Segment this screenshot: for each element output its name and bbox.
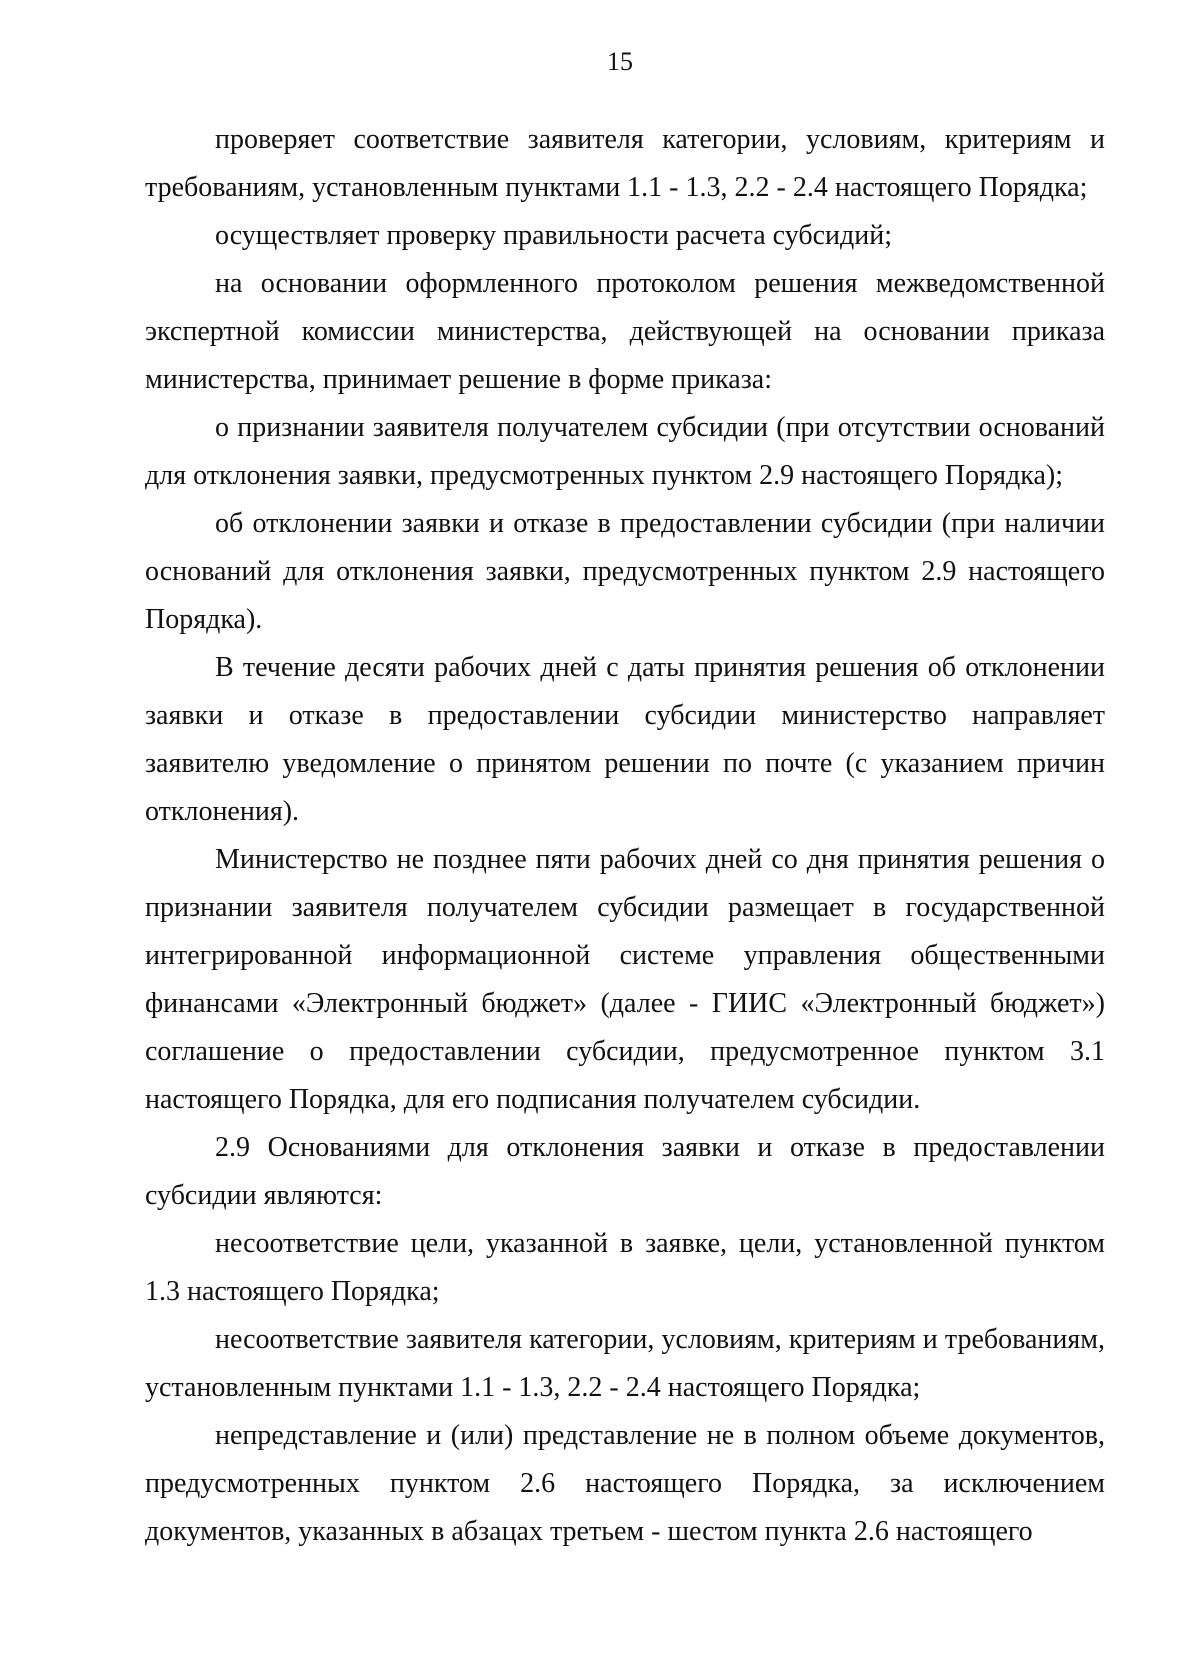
paragraph: проверяет соответствие заявителя категории, условиям, критериям и требованиям, установленным пунктами 1.1 - 1.3, 2.2 - 2.4 настоящего Порядка; <box>145 124 1105 203</box>
paragraph: об отклонении заявки и отказе в предоставлении субсидии (при наличии оснований для отклонения заявки, предусмотренных пунктом 2.9 настоящего Порядка). <box>145 508 1105 635</box>
paragraph: 2.9 Основаниями для отклонения заявки и отказе в предоставлении субсидии являются: <box>145 1132 1105 1211</box>
paragraph: о признании заявителя получателем субсидии (при отсутствии оснований для отклонения заявки, предусмотренных пунктом 2.9 настоящего Порядка); <box>145 412 1105 491</box>
paragraph: В течение десяти рабочих дней с даты принятия решения об отклонении заявки и отказе в предоставлении субсидии министерство направляет заявителю уведомление о принятом решении по почте (с указанием причин отклонения). <box>145 652 1105 827</box>
paragraph: осуществляет проверку правильности расчета субсидий; <box>215 220 892 251</box>
page-number: 15 <box>607 47 633 76</box>
paragraph: несоответствие заявителя категории, условиям, критериям и требованиям, установленным пунктами 1.1 - 1.3, 2.2 - 2.4 настоящего Порядка; <box>145 1324 1105 1403</box>
paragraph: на основании оформленного протоколом решения межведомственной экспертной комиссии министерства, действующей на основании приказа министерства, принимает решение в форме приказа: <box>145 268 1105 395</box>
document-body <box>145 116 1105 1556</box>
paragraph: несоответствие цели, указанной в заявке, цели, установленной пунктом 1.3 настоящего Порядка; <box>145 1228 1105 1307</box>
paragraph: Министерство не позднее пяти рабочих дней со дня принятия решения о признании заявителя получателем субсидии размещает в государственной интегрированной информационной системе управления общественными финансами «Электронный бюджет» (далее - ГИИС «Электронный бюджет») соглашение о предоставлении субсидии, предусмотренное пунктом 3.1 настоящего Порядка, для его подписания получателем субсидии. <box>145 844 1105 1115</box>
paragraph: непредставление и (или) представление не в полном объеме документов, предусмотренных пунктом 2.6 настоящего Порядка, за исключением документов, указанных в абзацах третьем - шестом пункта 2.6 настоящего <box>145 1420 1105 1547</box>
